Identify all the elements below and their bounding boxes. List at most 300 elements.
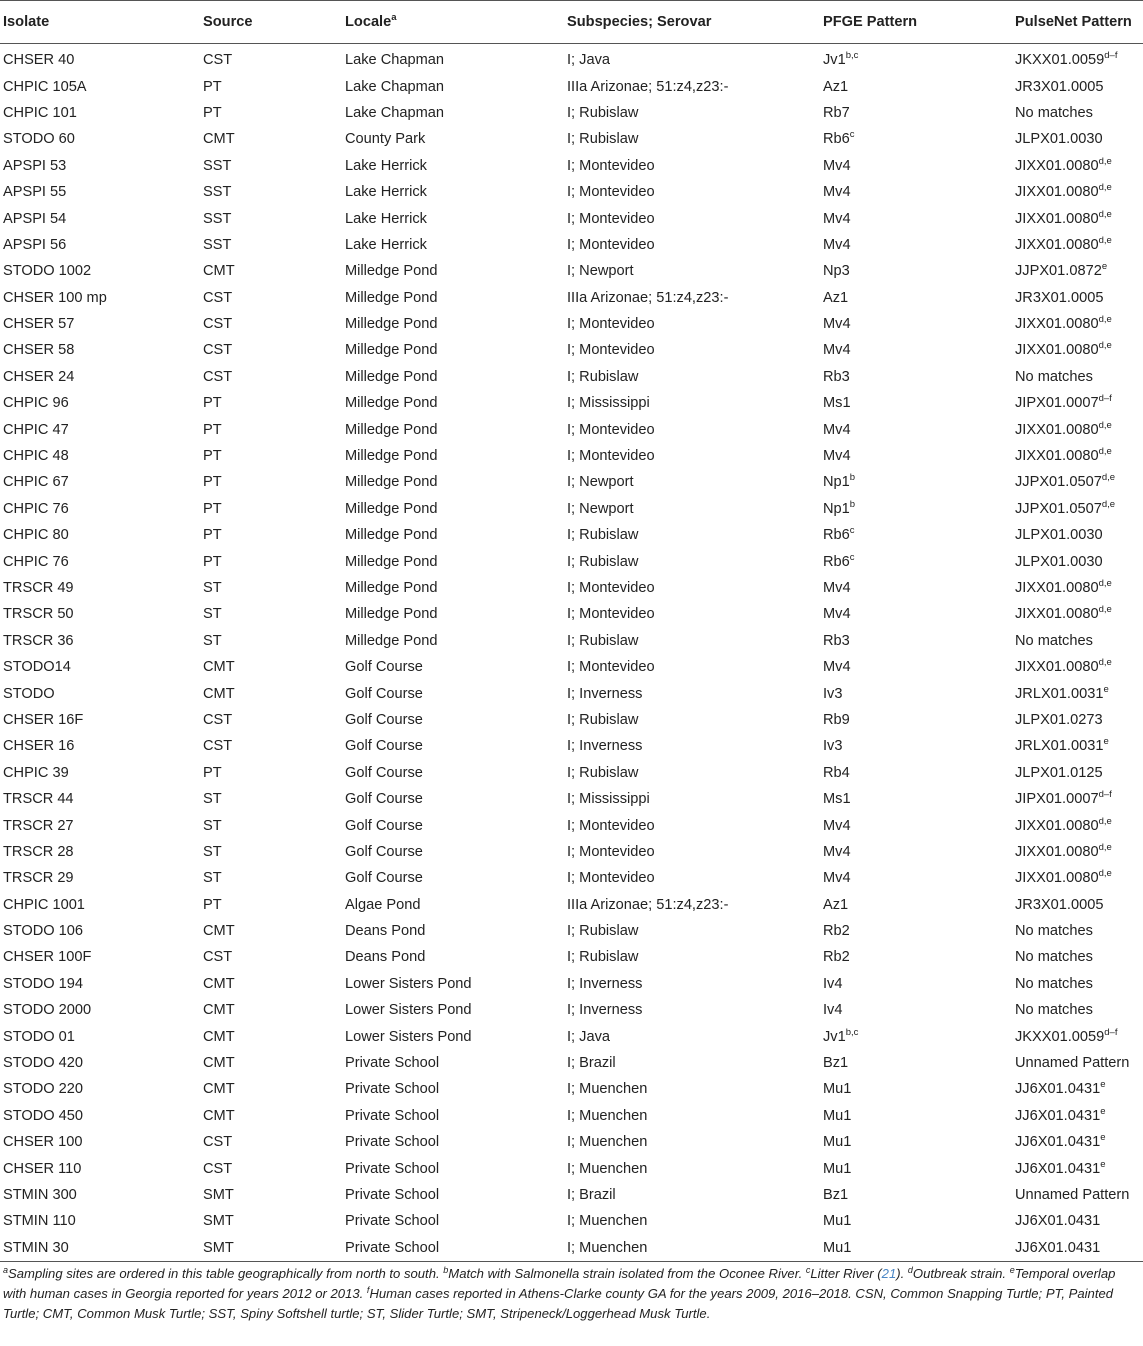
column-header-label: PFGE Pattern xyxy=(823,14,918,30)
locale-cell: Milledge Pond xyxy=(345,368,438,385)
column-header-label: PulseNet Pattern xyxy=(1015,14,1132,30)
table-row xyxy=(0,760,1143,786)
locale-cell: Lake Herrick xyxy=(345,210,427,227)
source-cell: SMT xyxy=(203,1186,234,1203)
pulsenet-footnote-mark: d–f xyxy=(1104,50,1118,62)
pulsenet-footnote-mark: e xyxy=(1100,1158,1106,1170)
isolate-cell: CHSER 100 xyxy=(3,1134,83,1151)
pulsenet-footnote-mark: d,e xyxy=(1098,234,1112,246)
pfge-cell xyxy=(820,733,1012,759)
footnote-mark-c: c xyxy=(805,1264,811,1275)
source-cell: PT xyxy=(203,553,222,570)
table-row xyxy=(0,1129,1143,1155)
isolate-cell: TRSCR 44 xyxy=(3,791,74,808)
serovar-cell: I; Montevideo xyxy=(567,210,655,227)
table-row xyxy=(0,469,1143,495)
isolate-cell: CHPIC 76 xyxy=(3,500,69,517)
source-cell: PT xyxy=(203,527,222,544)
pfge-value: Bz1 xyxy=(823,1055,849,1072)
serovar-cell: I; Muenchen xyxy=(567,1107,648,1124)
pfge-value: Rb3 xyxy=(823,368,850,385)
pfge-value: Mv4 xyxy=(823,184,851,201)
table-row xyxy=(0,1182,1143,1208)
pfge-value: Np1 xyxy=(823,474,850,491)
pulsenet-value: JR3X01.0005 xyxy=(1015,78,1104,95)
serovar-cell: I; Inverness xyxy=(567,1002,643,1019)
locale-cell: Lake Chapman xyxy=(345,104,444,121)
pulsenet-value: Unnamed Pattern xyxy=(1015,1055,1130,1072)
locale-cell: Private School xyxy=(342,1235,564,1262)
serovar-cell: I; Inverness xyxy=(567,738,643,755)
isolate-cell: CHSER 57 xyxy=(3,316,75,333)
serovar-cell: I; Newport xyxy=(567,474,634,491)
isolate-cell: TRSCR 50 xyxy=(3,606,74,623)
serovar-cell: I; Rubislaw xyxy=(567,553,639,570)
locale-cell: Milledge Pond xyxy=(345,263,438,280)
footnote-c-text-after: ). xyxy=(896,1265,908,1281)
serovar-cell: I; Muenchen xyxy=(567,1134,648,1151)
pulsenet-footnote-mark: d,e xyxy=(1098,446,1112,458)
isolate-cell: CHSER 40 xyxy=(3,52,75,69)
pfge-value: Rb4 xyxy=(823,764,850,781)
pfge-cell xyxy=(820,812,1012,838)
isolate-cell: TRSCR 49 xyxy=(3,580,74,596)
pfge-cell xyxy=(820,918,1012,944)
table-row xyxy=(0,126,1143,152)
pulsenet-value: JJ6X01.0431 xyxy=(1015,1239,1101,1256)
source-cell: CST xyxy=(203,289,233,306)
footnote-mark-d: d xyxy=(907,1264,913,1275)
pfge-value: Rb6 xyxy=(823,131,850,148)
pulsenet-value: JLPX01.0030 xyxy=(1015,527,1103,544)
pulsenet-cell xyxy=(1012,73,1143,99)
serovar-cell: I; Java xyxy=(567,1028,610,1045)
source-cell: SST xyxy=(203,236,232,253)
table-row xyxy=(0,153,1143,179)
pulsenet-cell xyxy=(1012,100,1143,126)
pfge-cell xyxy=(820,258,1012,284)
pfge-cell xyxy=(820,522,1012,548)
pfge-value: Ms1 xyxy=(823,791,851,808)
pfge-cell xyxy=(820,1235,1012,1262)
column-header-source xyxy=(200,1,342,44)
isolate-cell: STODO 450 xyxy=(3,1107,84,1124)
pulsenet-footnote-mark: d–f xyxy=(1098,789,1112,801)
pulsenet-value: No matches xyxy=(1015,923,1093,940)
pulsenet-value: JRLX01.0031 xyxy=(1015,738,1104,755)
pulsenet-cell xyxy=(1012,179,1143,205)
pfge-value: Mv4 xyxy=(823,236,851,253)
footnote-e-text: Temporal overlap with human cases in Georgia reported for years 2012 or 2013. xyxy=(3,1265,1116,1301)
pulsenet-value: JIXX01.0080 xyxy=(1015,184,1099,201)
pfge-cell xyxy=(820,892,1012,918)
table-row xyxy=(0,839,1143,865)
source-cell: PT xyxy=(203,104,222,121)
isolate-cell: APSPI 56 xyxy=(3,236,67,253)
table-footnote xyxy=(0,1262,1143,1324)
pulsenet-cell xyxy=(1012,232,1143,258)
source-cell: ST xyxy=(203,632,222,649)
column-header-subspecies-serovar xyxy=(564,1,820,44)
pulsenet-cell xyxy=(1012,285,1143,311)
reference-link[interactable]: 21 xyxy=(881,1265,897,1281)
pulsenet-cell xyxy=(1012,1155,1143,1181)
pulsenet-cell xyxy=(1012,311,1143,337)
source-cell: PT xyxy=(203,78,222,95)
isolate-cell: CHSER 110 xyxy=(3,1160,82,1177)
pfge-cell xyxy=(820,1103,1012,1129)
pulsenet-footnote-mark: d,e xyxy=(1101,472,1116,484)
locale-cell: Lower Sisters Pond xyxy=(345,1002,472,1019)
locale-cell: Deans Pond xyxy=(345,949,426,966)
pulsenet-value: JIXX01.0080 xyxy=(1015,817,1099,834)
locale-cell: Lake Chapman xyxy=(345,78,444,95)
source-cell: CST xyxy=(203,949,233,966)
serovar-cell: I; Rubislaw xyxy=(567,711,639,728)
pfge-cell xyxy=(820,44,1012,74)
pulsenet-footnote-mark: d,e xyxy=(1098,208,1112,220)
table-row xyxy=(0,786,1143,812)
pfge-value: Bz1 xyxy=(823,1186,849,1203)
pfge-value: Rb7 xyxy=(823,104,850,121)
pulsenet-value: No matches xyxy=(1015,975,1093,992)
locale-cell: Golf Course xyxy=(345,659,423,676)
pfge-cell xyxy=(820,997,1012,1023)
isolate-cell: APSPI 53 xyxy=(3,157,67,174)
isolate-cell: STODO 220 xyxy=(3,1081,84,1098)
pfge-value: Az1 xyxy=(823,78,849,95)
pulsenet-value: JIXX01.0080 xyxy=(1015,210,1099,227)
source-cell: CST xyxy=(203,1160,233,1177)
pulsenet-value: JLPX01.0273 xyxy=(1015,711,1103,728)
pulsenet-cell xyxy=(1012,364,1143,390)
pulsenet-value: JIXX01.0080 xyxy=(1015,659,1099,676)
pfge-value: Iv3 xyxy=(823,685,843,702)
isolate-cell: STODO 01 xyxy=(3,1028,75,1045)
pulsenet-footnote-mark: e xyxy=(1100,1079,1106,1091)
pulsenet-value: Unnamed Pattern xyxy=(1015,1186,1130,1203)
pfge-cell xyxy=(820,205,1012,231)
pulsenet-footnote-mark: d,e xyxy=(1098,419,1112,431)
pfge-cell xyxy=(820,707,1012,733)
serovar-cell: I; Rubislaw xyxy=(567,764,639,781)
locale-cell: Lower Sisters Pond xyxy=(345,975,472,992)
column-header-pfge-pattern xyxy=(820,1,1012,44)
pfge-value: Mu1 xyxy=(823,1081,852,1098)
pulsenet-footnote-mark: d,e xyxy=(1098,314,1112,326)
footnote-b-text: Match with Salmonella strain isolated from the Oconee River. xyxy=(448,1265,806,1281)
pfge-cell xyxy=(820,73,1012,99)
serovar-cell: I; Muenchen xyxy=(564,1235,820,1262)
locale-cell: Lake Herrick xyxy=(345,157,427,174)
pulsenet-cell xyxy=(1012,1076,1143,1102)
pfge-value: Mv4 xyxy=(823,157,851,174)
isolate-cell: TRSCR 28 xyxy=(3,843,74,860)
serovar-cell: I; Newport xyxy=(567,263,634,280)
pfge-value: Mu1 xyxy=(823,1160,852,1177)
source-cell: ST xyxy=(203,843,222,860)
table-row xyxy=(0,575,1143,601)
column-header-label: Isolate xyxy=(3,14,50,30)
table-row xyxy=(0,918,1143,944)
serovar-cell: I; Java xyxy=(567,52,610,69)
column-header-label: Locale xyxy=(345,14,392,30)
pfge-cell xyxy=(820,548,1012,574)
isolate-cell: TRSCR 36 xyxy=(3,632,74,649)
locale-cell: Private School xyxy=(345,1055,440,1072)
pulsenet-value: JIPX01.0007 xyxy=(1015,791,1099,808)
isolate-cell: CHPIC 80 xyxy=(3,527,69,544)
source-cell: CMT xyxy=(203,659,235,676)
serovar-cell: IIIa Arizonae; 51:z4,z23:- xyxy=(567,289,729,306)
pulsenet-footnote-mark: e xyxy=(1101,261,1108,273)
locale-cell: Golf Course xyxy=(345,764,423,781)
serovar-cell: I; Montevideo xyxy=(567,843,655,860)
table-row xyxy=(0,680,1143,706)
table-row xyxy=(0,1076,1143,1102)
table-row xyxy=(0,865,1143,891)
source-cell: SMT xyxy=(200,1235,342,1262)
pfge-cell xyxy=(820,1208,1012,1234)
source-cell: ST xyxy=(203,791,222,808)
pulsenet-value: JIXX01.0080 xyxy=(1015,157,1099,174)
pulsenet-value: JIXX01.0080 xyxy=(1015,448,1099,465)
pfge-value: Jv1 xyxy=(823,52,846,69)
table-row xyxy=(0,1155,1143,1181)
source-cell: CST xyxy=(203,368,233,385)
pulsenet-footnote-mark: d,e xyxy=(1098,815,1112,827)
pfge-cell xyxy=(820,680,1012,706)
serovar-cell: I; Rubislaw xyxy=(567,527,639,544)
isolate-cell: STODO 420 xyxy=(3,1055,84,1072)
serovar-cell: I; Rubislaw xyxy=(567,949,639,966)
pfge-footnote-mark: b xyxy=(849,498,856,510)
pulsenet-cell xyxy=(1012,1129,1143,1155)
pfge-value: Mv4 xyxy=(823,870,851,887)
table-row xyxy=(0,73,1143,99)
pulsenet-footnote-mark: d,e xyxy=(1098,604,1112,616)
serovar-cell: I; Newport xyxy=(567,500,634,517)
pfge-value: Mv4 xyxy=(823,448,851,465)
source-cell: ST xyxy=(203,817,222,834)
pulsenet-value: JIPX01.0007 xyxy=(1015,395,1099,412)
serovar-cell: IIIa Arizonae; 51:z4,z23:- xyxy=(567,896,729,913)
locale-cell: Golf Course xyxy=(345,817,423,834)
pfge-value: Mv4 xyxy=(823,606,851,623)
pfge-value: Rb9 xyxy=(823,711,850,728)
footnote-mark-a: a xyxy=(3,1264,9,1275)
pfge-value: Mu1 xyxy=(823,1134,852,1151)
pulsenet-cell xyxy=(1012,1023,1143,1049)
pfge-value: Rb6 xyxy=(823,527,850,544)
pfge-cell xyxy=(820,337,1012,363)
pulsenet-cell xyxy=(1012,258,1143,284)
pulsenet-cell xyxy=(1012,865,1143,891)
isolate-cell: CHSER 16F xyxy=(3,711,84,728)
source-cell: CST xyxy=(203,52,233,69)
table-row xyxy=(0,522,1143,548)
pulsenet-cell xyxy=(1012,707,1143,733)
source-cell: CMT xyxy=(203,1002,235,1019)
footnote-f-text: Human cases reported in Athens-Clarke county GA for the years 2009, 2016–2018. CSN, Common Snapping Turtle; PT, Painted Turtle; CMT, Common Musk Turtle; SST, Spiny Softshell turtle; ST, Slider Turtle; SMT, Stripeneck/Loggerhead Musk Turtle. xyxy=(3,1285,1114,1321)
pfge-cell xyxy=(820,126,1012,152)
pulsenet-value: No matches xyxy=(1015,949,1093,966)
table-row xyxy=(0,733,1143,759)
pulsenet-cell xyxy=(1012,575,1143,601)
source-cell: CST xyxy=(203,711,233,728)
pfge-cell xyxy=(820,944,1012,970)
pulsenet-cell xyxy=(1012,971,1143,997)
footnote-mark-b: b xyxy=(443,1264,449,1275)
isolate-cell: STODO 1002 xyxy=(3,263,92,280)
pulsenet-cell xyxy=(1012,997,1143,1023)
pulsenet-cell xyxy=(1012,1050,1143,1076)
pfge-value: Mu1 xyxy=(823,1107,852,1124)
table-row xyxy=(0,548,1143,574)
locale-cell: Milledge Pond xyxy=(345,474,438,491)
table-row xyxy=(0,100,1143,126)
pulsenet-value: JIXX01.0080 xyxy=(1015,421,1099,438)
pulsenet-footnote-mark: e xyxy=(1100,1132,1106,1144)
source-cell: CST xyxy=(203,738,233,755)
source-cell: PT xyxy=(203,500,222,517)
locale-cell: Milledge Pond xyxy=(345,289,438,306)
locale-cell: Golf Course xyxy=(345,791,423,808)
table-row xyxy=(0,179,1143,205)
serovar-cell: I; Inverness xyxy=(567,975,643,992)
column-header-isolate xyxy=(0,1,200,44)
pulsenet-value: JIXX01.0080 xyxy=(1015,316,1099,333)
pulsenet-value: JR3X01.0005 xyxy=(1015,289,1104,306)
table-row xyxy=(0,285,1143,311)
pulsenet-footnote-mark: d,e xyxy=(1098,182,1112,194)
source-cell: SST xyxy=(203,210,232,227)
isolate-cell: CHPIC 1001 xyxy=(3,896,85,913)
pfge-cell xyxy=(820,1050,1012,1076)
pulsenet-cell xyxy=(1012,522,1143,548)
pfge-value: Rb2 xyxy=(823,949,850,966)
pulsenet-cell xyxy=(1012,892,1143,918)
pfge-value: Iv4 xyxy=(823,1002,843,1019)
pulsenet-value: JJ6X01.0431 xyxy=(1015,1081,1101,1098)
serovar-cell: I; Brazil xyxy=(567,1186,616,1203)
pfge-value: Mv4 xyxy=(823,843,851,860)
locale-cell: Golf Course xyxy=(345,738,423,755)
isolate-cell: CHSER 16 xyxy=(3,738,75,755)
serovar-cell: I; Montevideo xyxy=(567,236,655,253)
source-cell: SST xyxy=(203,157,232,174)
isolate-cell: TRSCR 27 xyxy=(3,817,74,834)
pulsenet-value: JJ6X01.0431 xyxy=(1015,1160,1101,1177)
pfge-footnote-mark: c xyxy=(849,525,855,537)
pfge-value: Az1 xyxy=(823,896,849,913)
isolate-cell: STODO 60 xyxy=(3,131,75,148)
pulsenet-cell xyxy=(1012,443,1143,469)
serovar-cell: I; Montevideo xyxy=(567,184,655,201)
pfge-value: Mv4 xyxy=(823,817,851,834)
pfge-cell xyxy=(820,311,1012,337)
pulsenet-value: JKXX01.0059 xyxy=(1015,1028,1105,1045)
pulsenet-footnote-mark: d,e xyxy=(1098,578,1112,589)
pulsenet-footnote-mark: d,e xyxy=(1101,498,1116,510)
column-header-label: Source xyxy=(203,14,253,30)
pulsenet-cell xyxy=(1012,205,1143,231)
locale-cell: Milledge Pond xyxy=(345,606,438,623)
table-row xyxy=(0,654,1143,680)
pfge-cell xyxy=(820,443,1012,469)
locale-cell: Lake Chapman xyxy=(345,52,444,69)
table-row xyxy=(0,443,1143,469)
serovar-cell: I; Mississippi xyxy=(567,395,650,412)
pfge-cell xyxy=(820,153,1012,179)
pulsenet-cell xyxy=(1012,548,1143,574)
serovar-cell: I; Montevideo xyxy=(567,157,655,174)
table-body xyxy=(0,44,1143,1262)
isolate-cell: CHPIC 96 xyxy=(3,395,69,412)
pfge-cell xyxy=(820,469,1012,495)
locale-cell: Deans Pond xyxy=(345,923,426,940)
pulsenet-cell xyxy=(1012,628,1143,654)
pfge-cell xyxy=(820,839,1012,865)
pulsenet-value: JJ6X01.0431 xyxy=(1015,1213,1101,1230)
pulsenet-value: JJPX01.0872 xyxy=(1015,263,1102,280)
isolate-cell: STMIN 30 xyxy=(0,1235,200,1262)
serovar-cell: I; Montevideo xyxy=(567,316,655,333)
serovar-cell: I; Montevideo xyxy=(567,421,655,438)
table-row xyxy=(0,1023,1143,1049)
footnote-c-text: Litter River ( xyxy=(810,1265,882,1281)
footnote-mark-f: f xyxy=(366,1284,370,1295)
pfge-value: Jv1 xyxy=(823,1028,846,1045)
source-cell: PT xyxy=(203,421,222,438)
locale-cell: Lake Herrick xyxy=(345,236,427,253)
pulsenet-value: JIXX01.0080 xyxy=(1015,870,1099,887)
locale-cell: Milledge Pond xyxy=(345,448,438,465)
pulsenet-footnote-mark: d–f xyxy=(1104,1026,1118,1038)
table-header xyxy=(0,1,1143,44)
pulsenet-value: No matches xyxy=(1015,1002,1093,1019)
pulsenet-value: JIXX01.0080 xyxy=(1015,843,1099,860)
serovar-cell: I; Montevideo xyxy=(567,448,655,465)
table-row xyxy=(0,1208,1143,1234)
isolate-cell: CHPIC 67 xyxy=(3,474,69,491)
locale-cell: Private School xyxy=(345,1081,440,1098)
pfge-footnote-mark: c xyxy=(849,551,855,563)
source-cell: CST xyxy=(203,316,233,333)
pfge-cell xyxy=(820,601,1012,627)
locale-cell: Golf Course xyxy=(345,685,423,702)
locale-cell: Milledge Pond xyxy=(345,632,438,649)
table-row xyxy=(0,416,1143,442)
table-row xyxy=(0,997,1143,1023)
table-row xyxy=(0,205,1143,231)
isolate-cell: CHSER 24 xyxy=(3,368,75,385)
table-row xyxy=(0,971,1143,997)
source-cell: CMT xyxy=(203,923,235,940)
source-cell: CST xyxy=(203,342,233,359)
pfge-cell xyxy=(820,1129,1012,1155)
isolate-cell: STODO xyxy=(3,685,55,702)
serovar-cell: I; Montevideo xyxy=(567,659,655,676)
pfge-cell xyxy=(820,654,1012,680)
pfge-value: Mv4 xyxy=(823,342,851,359)
locale-cell: Private School xyxy=(345,1107,440,1124)
serovar-cell: I; Mississippi xyxy=(567,791,650,808)
source-cell: PT xyxy=(203,395,222,412)
locale-cell: Private School xyxy=(345,1134,440,1151)
pulsenet-value: JIXX01.0080 xyxy=(1015,606,1099,623)
pulsenet-cell xyxy=(1012,654,1143,680)
